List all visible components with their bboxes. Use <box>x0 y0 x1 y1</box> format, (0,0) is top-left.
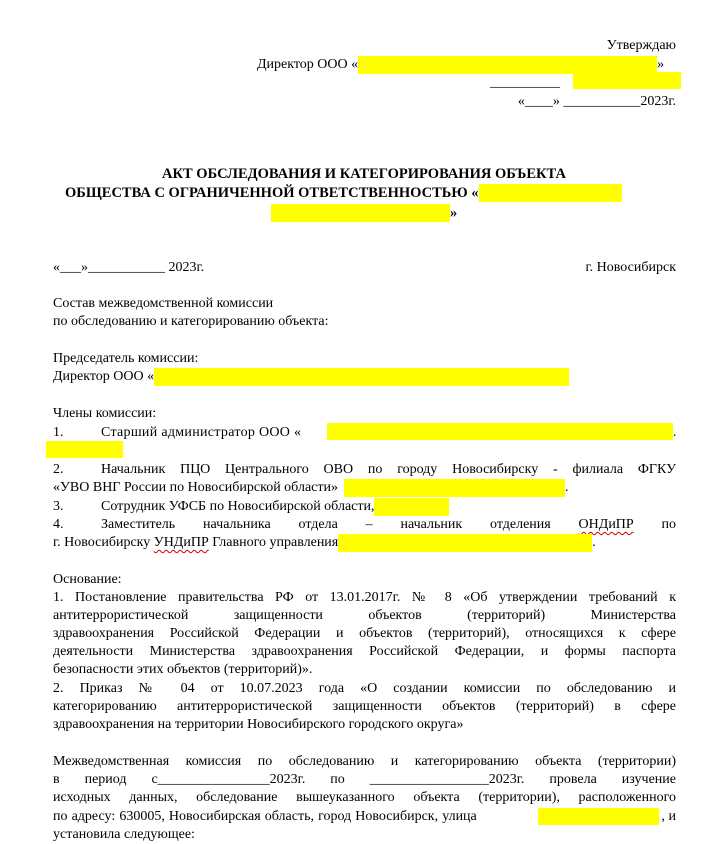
member-4-word: начальник <box>400 517 463 532</box>
approval-date-line: «____» ___________2023г. <box>517 94 676 109</box>
conclusion-line1: Межведомственная комиссия по обследованию и категорированию объекта (территории) <box>53 754 676 769</box>
member-4-word-ondipr: ОНДиПР <box>578 517 634 532</box>
member-2-line2 <box>53 479 568 497</box>
member-1-line1 <box>101 424 301 442</box>
member-4-end: . <box>592 535 596 550</box>
basis-item1-line3: здравоохранения Российской Федерации и объектов (территорий), относящихся к сфере <box>53 626 676 641</box>
redacted-member-1-org <box>327 423 673 440</box>
redacted-member-2-name <box>344 479 565 497</box>
commission-intro-line1: Состав межведомственной комиссии <box>53 296 274 311</box>
redacted-director-name <box>573 72 681 89</box>
basis-item1-line2: антитеррористической защищенности объектов (территорий) Министерства <box>53 608 676 623</box>
act-title-line3 <box>271 204 457 222</box>
member-3-number: 3. <box>53 499 64 514</box>
conclusion-line5: установила следующее: <box>53 827 195 842</box>
act-title-line2-text: ОБЩЕСТВА С ОГРАНИЧЕННОЙ ОТВЕТСТВЕННОСТЬЮ « <box>65 185 479 201</box>
redacted-member-4-name <box>338 534 592 552</box>
basis-item2-line3: здравоохранения на территории Новосибирского городского округа» <box>53 717 464 732</box>
member-4-undipr: УНДиПР <box>153 535 209 550</box>
conclusion-line4: по адресу: 630005, Новосибирская область, город Новосибирск, улица <box>53 809 477 824</box>
redacted-chair-name <box>154 368 569 386</box>
commission-intro-line2: по обследованию и категорированию объекта: <box>53 314 329 329</box>
chair-label: Председатель комиссии: <box>53 351 199 366</box>
member-4-word: по <box>661 517 677 532</box>
conclusion-line3: исходных данных, обследование вышеуказанного объекта (территории), расположенного <box>53 790 676 805</box>
member-4-word: отдела <box>298 517 338 532</box>
member-4-city: г. Новосибирску <box>53 535 154 550</box>
member-1-line1-end: . <box>673 425 677 440</box>
member-4-line2 <box>53 534 596 552</box>
basis-item2-line1: 2. Приказ № 04 от 10.07.2023 года «О создании комиссии по обследованию и <box>53 681 676 696</box>
conclusion-line2: в период с________________2023г. по _________________2023г. провела изучение <box>53 772 676 787</box>
approval-director-prefix: Директор ООО « <box>257 57 359 72</box>
act-city: г. Новосибирск <box>585 260 676 275</box>
conclusion-line4-end: , и <box>661 809 676 824</box>
basis-item1-line1: 1. Постановление правительства РФ от 13.01.2017г. № 8 «Об утверждении требований к <box>53 590 676 605</box>
member-4-line1 <box>101 516 676 534</box>
act-title-line1: АКТ ОБСЛЕДОВАНИЯ И КАТЕГОРИРОВАНИЯ ОБЪЕКТА <box>162 166 566 182</box>
member-2-number: 2. <box>53 462 64 477</box>
chair-line <box>53 368 569 386</box>
member-1-title: Старший администратор ООО « <box>101 425 302 440</box>
member-4-number: 4. <box>53 517 64 532</box>
basis-item1-line5: безопасности этих объектов (территорий)». <box>53 662 313 677</box>
basis-item1-line4: деятельности Министерства здравоохранения Российской Федерации, и формы паспорта <box>53 644 676 659</box>
redacted-member-1-name <box>46 441 123 458</box>
redacted-org-name-part1 <box>479 184 622 202</box>
approval-title: Утверждаю <box>606 38 676 53</box>
member-1-number: 1. <box>53 425 64 440</box>
basis-label: Основание: <box>53 572 122 587</box>
member-4-word: начальника <box>203 517 271 532</box>
member-4-word: – <box>365 517 373 532</box>
redacted-org-name-part2 <box>271 204 450 222</box>
act-title-line2 <box>65 184 622 202</box>
member-4-word: отделения <box>490 517 551 532</box>
approval-signature-line: __________ <box>490 75 560 90</box>
chair-prefix: Директор ООО « <box>53 369 155 384</box>
act-title-line3-suffix: » <box>450 205 458 221</box>
member-2-end: . <box>564 480 569 495</box>
member-4-word: Заместитель <box>101 517 176 532</box>
member-4-dept: Главного управления <box>208 535 339 550</box>
member-3-title: Сотрудник УФСБ по Новосибирской области, <box>101 499 375 514</box>
act-date: «___»___________ 2023г. <box>53 260 205 275</box>
member-2-org: «УВО ВНГ России по Новосибирской области» <box>53 480 338 495</box>
members-label: Члены комиссии: <box>53 406 157 421</box>
basis-item2-line2: категорированию антитеррористической защищенности объектов (территорий) в сфере <box>53 699 676 714</box>
member-3-line1 <box>101 498 449 516</box>
redacted-member-3-name <box>374 498 449 516</box>
redacted-street-name <box>538 808 659 825</box>
member-2-line1: Начальник ПЦО Центрального ОВО по городу Новосибирску - филиала ФГКУ <box>101 462 676 477</box>
approval-director-suffix: » <box>657 57 665 72</box>
